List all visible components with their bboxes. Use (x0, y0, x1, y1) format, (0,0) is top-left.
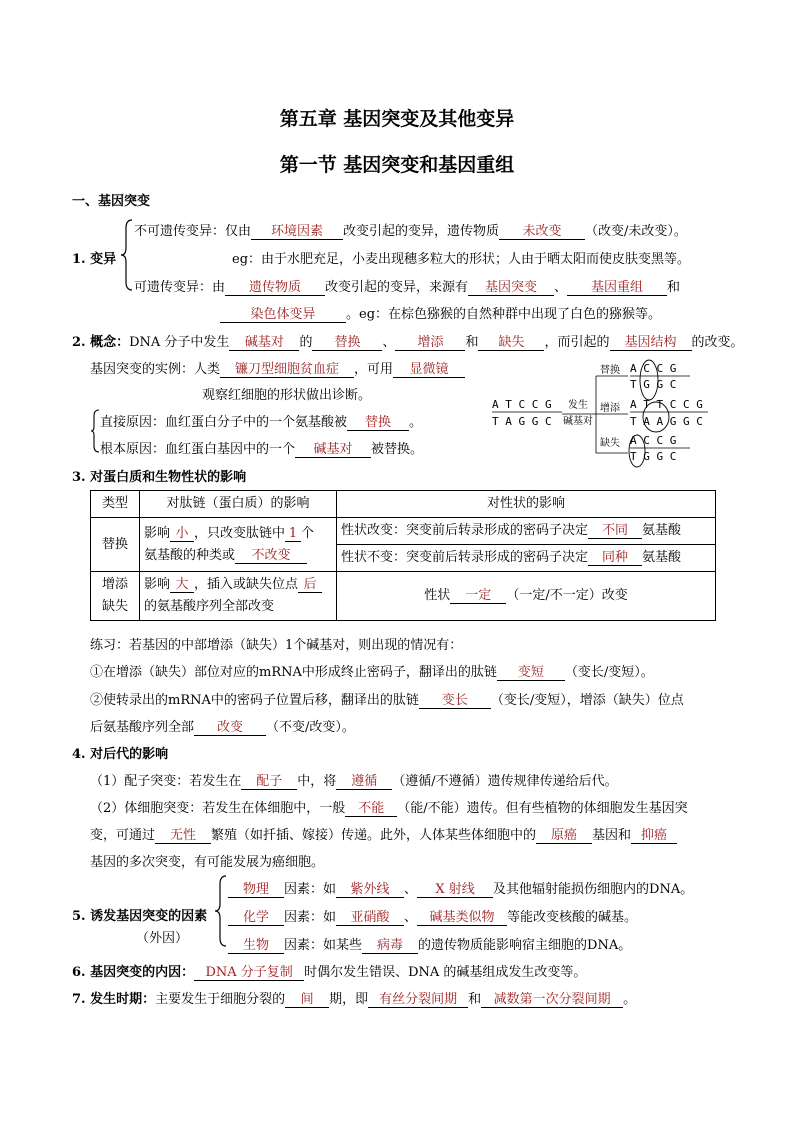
dna-r3-bottom: T G G C (630, 450, 677, 463)
variation-label: 1. 变异 (72, 252, 117, 267)
dna-label-basepair: 碱基对 (563, 416, 593, 427)
chapter-title: 第五章 基因突变及其他变异 (279, 108, 515, 130)
dna-label-insert: 增添 (600, 403, 620, 414)
example-line-2: 观察红细胞的形状做出诊断。 (202, 388, 372, 403)
table-cell-type: 替换 (91, 518, 140, 572)
example-line-1: 基因突变的实例：人类 镰刀型细胞贫血症 ，可用 显微镜 (90, 358, 465, 378)
left-brace-icon (120, 218, 134, 292)
table-cell-type: 增添 缺失 (91, 572, 140, 621)
somatic-mutation-3: 基因的多次突变，有可能发展为癌细胞。 (90, 855, 325, 870)
practice-line-2: ②使转录出的mRNA中的密码子位置后移，翻译出的肽链 变长 （变长/变短），增添（缺失）位点 (90, 693, 684, 708)
dna-r2-top: A T T C C G (630, 398, 703, 411)
factors-label: 5. 诱发基因突变的因素 (72, 909, 208, 924)
effects-table (90, 490, 716, 621)
dna-bottom-strand: T A G G C (492, 415, 552, 428)
root-cause: 根本原因：血红蛋白基因中的一个 碱基对 被替换。 (100, 442, 424, 457)
direct-cause: 直接原因：血红蛋白分子中的一个氨基酸被 替换 。 (100, 415, 423, 430)
dna-label-delete: 缺失 (600, 438, 620, 449)
occurrence-period: 7. 发生时期：主要发生于细胞分裂的 间 期，即 有丝分裂间期 和 减数第一次分裂间期 。 (72, 992, 637, 1007)
heading-offspring: 4. 对后代的影响 (72, 747, 169, 762)
practice-intro: 练习：若基因的中部增添（缺失）1个碱基对，则出现的情况有： (90, 638, 463, 653)
left-brace-icon (90, 408, 100, 454)
table-cell-peptide: 影响 小 ，只改变肽链中 1 个 氨基酸的种类或 不改变 (140, 518, 337, 572)
dna-label-occur: 发生 (568, 400, 588, 411)
somatic-mutation-1: （2）体细胞突变：若发生在体细胞中，一般 不能 （能/不能）遗传。但有些植物的体细胞发生基因突 (90, 801, 688, 816)
heading-effects: 3. 对蛋白质和生物性状的影响 (72, 470, 247, 485)
factor-physical: 物理 因素：如 紫外线 、 X 射线 及其他辐射能损伤细胞内的DNA。 (228, 878, 693, 898)
concept-line: 2. 概念：DNA 分子中发生 碱基对 的 替换 、 增添 和 缺失 ，而引起的 基因结构 的改变。 (72, 335, 744, 350)
table-header: 类型 (91, 491, 140, 518)
table-cell-peptide: 影响 大 ，插入或缺失位点 后 的氨基酸序列全部改变 (140, 572, 337, 621)
section-title: 第一节 基因突变和基因重组 (279, 154, 515, 176)
factor-chemical: 化学 因素：如 亚硝酸 、 碱基类似物 等能改变核酸的碱基。 (228, 906, 637, 926)
table-cell-trait: 性状 一定 （一定/不一定）改变 (337, 572, 716, 621)
table-row (91, 518, 716, 545)
practice-line-3: 后氨基酸序列全部 改变 （不变/改变）。 (90, 720, 355, 735)
left-brace-icon (214, 874, 228, 948)
dna-top-strand: A T C C G (492, 398, 552, 411)
table-cell-trait: 性状改变：突变前后转录形成的密码子决定 不同 氨基酸 (337, 518, 716, 545)
factor-biological: 生物 因素：如某些 病毒 的遗传物质能影响宿主细胞的DNA。 (228, 934, 631, 954)
dna-r1-top: A C C G (630, 362, 677, 375)
table-header: 对肽链（蛋白质）的影响 (140, 491, 337, 518)
dna-label-subst: 替换 (600, 365, 620, 376)
variation-line-4: 染色体变异 。eg：在棕色猕猴的自然种群中出现了白色的猕猴等。 (220, 303, 661, 323)
table-header: 对性状的影响 (337, 491, 716, 518)
somatic-mutation-2: 变，可通过 无性 繁殖（如扦插、嫁接）传递。此外，人体某些体细胞中的 原癌 基因和 抑癌 (90, 824, 677, 844)
heading-gene-mutation: 一、基因突变 (72, 194, 151, 209)
variation-line-2: eg：由于水肥充足，小麦出现穗多粒大的形状；人由于晒太阳而使皮肤变黑等。 (232, 252, 691, 267)
dna-mutation-figure (490, 358, 710, 468)
practice-line-1: ①在增添（缺失）部位对应的mRNA中形成终止密码子，翻译出的肽链 变短 （变长/变短）。 (90, 665, 654, 680)
table-header-row (91, 491, 716, 518)
dna-r1-bottom: T G G C (630, 378, 677, 391)
variation-line-3: 可遗传变异：由 遗传物质 改变引起的变异，来源有 基因突变 、 基因重组 和 (134, 280, 681, 295)
table-row (91, 572, 716, 621)
factors-sublabel: （外因） (136, 931, 189, 946)
table-cell-trait: 性状不变：突变前后转录形成的密码子决定 同种 氨基酸 (337, 545, 716, 572)
dna-r3-top: A C C G (630, 434, 677, 447)
internal-cause: 6. 基因突变的内因： DNA 分子复制 时偶尔发生错误、DNA 的碱基组成发生改变等。 (72, 965, 587, 980)
dna-r2-bottom: T A A G G C (630, 415, 703, 428)
variation-line-1: 不可遗传变异：仅由 环境因素 改变引起的变异，遗传物质 未改变 （改变/未改变）。 (134, 224, 687, 239)
gamete-mutation: （1）配子突变：若发生在 配子 中，将 遵循 （遵循/不遵循）遗传规律传递给后代。 (90, 774, 618, 789)
